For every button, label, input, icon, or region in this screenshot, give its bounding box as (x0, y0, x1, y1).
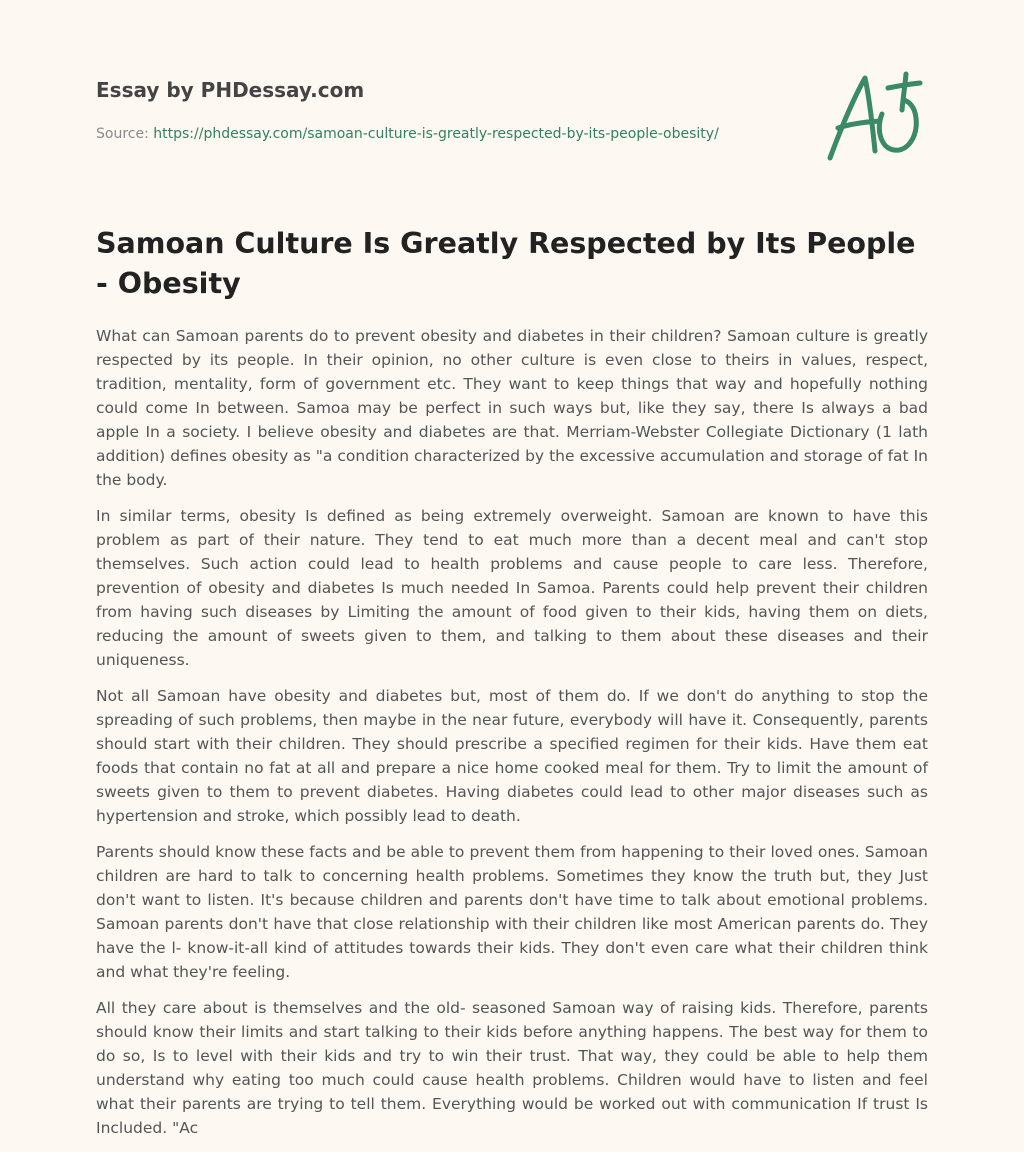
site-header (96, 76, 796, 142)
paragraph: Not all Samoan have obesity and diabetes but, most of them do. If we don't do anything to stop the spreading of such problems, then maybe in the near future, everybody will have it. Consequently, parents should start with their children. They should prescribe a specified regimen for their kids. Have them eat foods that contain no fat at all and prepare a nice home cooked meal for them. Try to limit the amount of sweets given to them to prevent diabetes. Having diabetes could lead to other major diseases such as hypertension and stroke, which possibly lead to death. (96, 687, 928, 825)
article-body (96, 324, 928, 1152)
source-label: Source: (96, 126, 154, 142)
a-plus-logo-graphic (820, 66, 930, 166)
site-title: Essay by PHDessay.com (96, 78, 365, 102)
paragraph: Parents should know these facts and be able to prevent them from happening to their loved ones. Samoan children are hard to talk to concerning health problems. Sometimes they know the truth but, they Just don't want to listen. It's because children and parents don't have time to talk about emotional problems. Samoan parents don't have that close relationship with their children like most American parents do. They have the l- know-it-all kind of attitudes towards their kids. They don't even care what their children think and what they're feeling. (96, 843, 928, 981)
paragraph: In similar terms, obesity Is defined as being extremely overweight. Samoan are known to have this problem as part of their nature. They tend to eat much more than a decent meal and can't stop themselves. Such action could lead to health problems and cause people to care less. Therefore, prevention of obesity and diabetes Is much needed In Samoa. Parents could help prevent their children from having such diseases by Limiting the amount of food given to their kids, having them on diets, reducing the amount of sweets given to them, and talking to them about these diseases and their uniqueness. (96, 507, 928, 669)
source-link[interactable]: https://phdessay.com/samoan-culture-is-greatly-respected-by-its-people-obesity/ (153, 126, 719, 142)
paragraph: All they care about is themselves and the old- seasoned Samoan way of raising kids. Therefore, parents should know their limits and start talking to their kids before anything happens. The best way for them to do so, Is to level with their kids and try to win their trust. That way, they could be able to help them understand why eating too much could cause health problems. Children would have to listen and feel what their parents are trying to tell them. Everything would be worked out with communication If trust Is Included. "Ac (96, 999, 928, 1137)
page-title: Samoan Culture Is Greatly Respected by Its People - Obesity (96, 227, 916, 300)
paragraph: What can Samoan parents do to prevent obesity and diabetes in their children? Samoan culture is greatly respected by its people. In their opinion, no other culture is even close to theirs in values, respect, tradition, mentality, form of government etc. They want to keep things that way and hopefully nothing could come In between. Samoa may be perfect in such ways but, like they say, there Is always a bad apple In a society. I believe obesity and diabetes are that. Merriam-Webster Collegiate Dictionary (1 lath addition) defines obesity as "a condition characterized by the excessive accumulation and storage of fat In the body. (96, 327, 928, 489)
a-plus-grade-icon (820, 66, 930, 166)
source-line (96, 124, 719, 144)
